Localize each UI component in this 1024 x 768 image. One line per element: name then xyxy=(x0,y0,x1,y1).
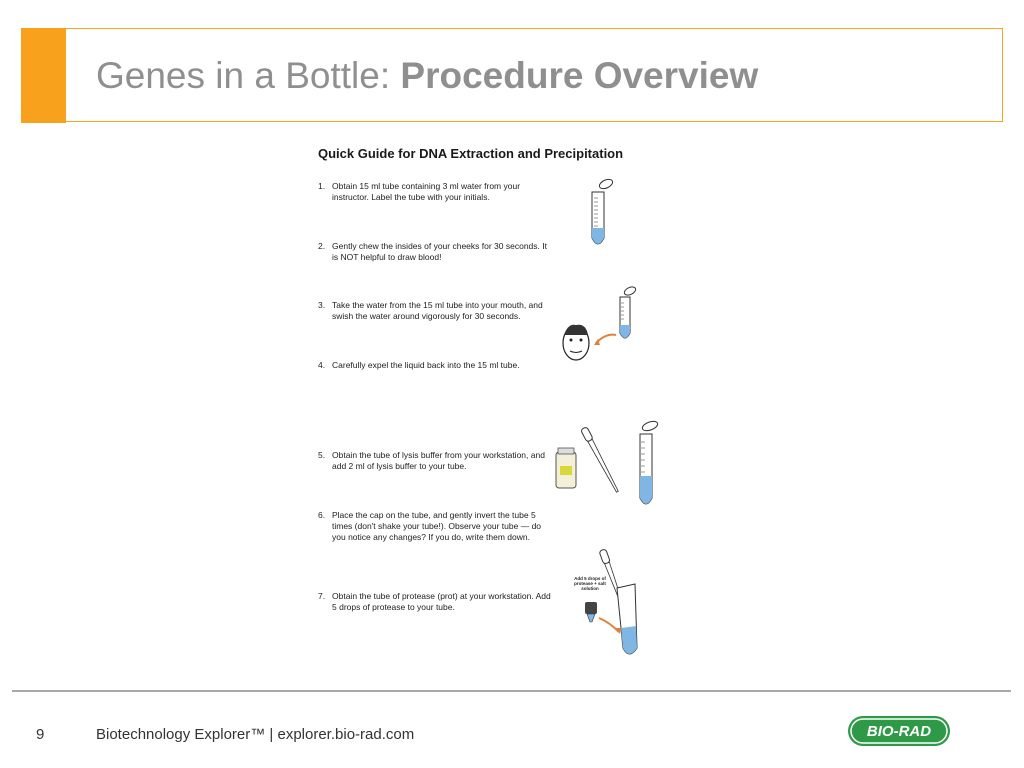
step-text: Carefully expel the liquid back into the 15 ml tube. xyxy=(332,360,520,370)
step-text: Place the cap on the tube, and gently invert the tube 5 times (don't shake your tube!). Observe your tube — do you notice any changes? If you do, write them down. xyxy=(332,510,542,542)
protease-label: Add 5 drops of protease + salt solution xyxy=(574,576,606,591)
step-7 xyxy=(318,591,553,613)
guide-heading: Quick Guide for DNA Extraction and Precipitation xyxy=(318,146,624,161)
step-text: Gently chew the insides of your cheeks for 30 seconds. It is NOT helpful to draw blood! xyxy=(332,241,547,262)
logo-text: BIO-RAD xyxy=(866,723,932,740)
step-text: Obtain the tube of lysis buffer from your workstation, and add 2 ml of lysis buffer to your tube. xyxy=(332,450,545,471)
step-2 xyxy=(318,241,553,263)
step-5 xyxy=(318,450,553,472)
step-number: 1. xyxy=(318,181,326,191)
step-number: 6. xyxy=(318,510,326,520)
step-number: 2. xyxy=(318,241,326,251)
slide-title-regular: Genes in a Bottle: xyxy=(96,55,401,96)
bio-rad-logo xyxy=(848,716,950,746)
face-swish-icon xyxy=(560,283,640,369)
slide-title-bold: Procedure Overview xyxy=(400,55,759,96)
title-accent-bar xyxy=(21,28,66,123)
step-number: 5. xyxy=(318,450,326,460)
slide-title xyxy=(96,55,758,97)
step-4 xyxy=(318,360,553,371)
footer-divider xyxy=(12,690,1011,692)
step-number: 7. xyxy=(318,591,326,601)
footer-text: Biotechnology Explorer™ | explorer.bio-rad.com xyxy=(96,726,415,743)
page-number: 9 xyxy=(36,726,45,743)
step-text: Obtain the tube of protease (prot) at your workstation. Add 5 drops of protease to your tube. xyxy=(332,591,551,612)
lysis-buffer-icon xyxy=(550,418,670,510)
step-number: 3. xyxy=(318,300,326,310)
protease-drops-icon xyxy=(565,548,645,656)
test-tube-icon xyxy=(580,176,620,252)
step-text: Take the water from the 15 ml tube into your mouth, and swish the water around vigorously for 30 seconds. xyxy=(332,300,543,321)
step-1 xyxy=(318,181,553,203)
step-6 xyxy=(318,510,553,543)
step-3 xyxy=(318,300,553,322)
step-number: 4. xyxy=(318,360,326,370)
step-text: Obtain 15 ml tube containing 3 ml water from your instructor. Label the tube with your initials. xyxy=(332,181,521,202)
